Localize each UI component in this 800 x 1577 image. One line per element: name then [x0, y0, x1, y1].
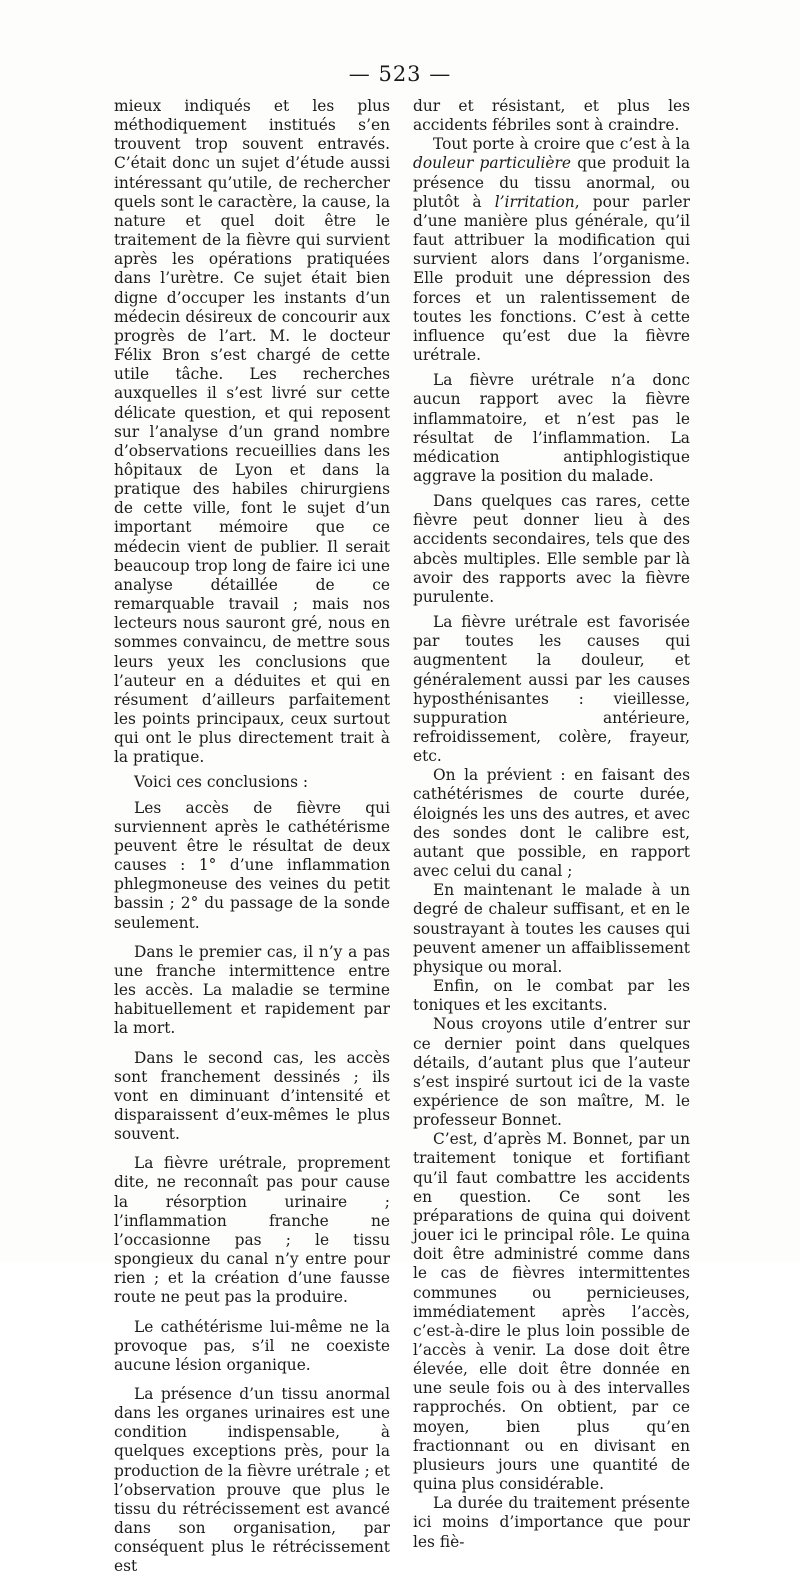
paragraph: La fièvre urétrale est favorisée par toutes les causes qui augmentent la douleur, et généralement aussi par les causes hyposthénisantes : vieillesse, suppuration antérieure, refroidissement, colère, frayeur, etc. [413, 613, 690, 766]
paragraph: La durée du traitement présente ici moins d’importance que pour les fiè- [413, 1494, 690, 1551]
paragraph: La présence d’un tissu anormal dans les organes urinaires est une condition indispensable, à quelques exceptions près, pour la production de la fièvre urétrale ; et l’observation prouve que plus le tissu du rétrécissement est avancé dans son organisation, par conséquent plus le rétrécissement est [114, 1385, 390, 1576]
paragraph: La fièvre urétrale n’a donc aucun rapport avec la fièvre inflammatoire, et n’est pas le résultat de l’inflammation. La médication antiphlogistique aggrave la position du malade. [413, 371, 690, 485]
paragraph: Le cathétérisme lui-même ne la provoque pas, s’il ne coexiste aucune lésion organique. [114, 1317, 390, 1374]
paragraph: Les accès de fièvre qui surviennent après le cathétérisme peuvent être le résultat de deux causes : 1° d’une inflammation phlegmoneuse des veines du petit bassin ; 2° du passage de la sonde seulement. [114, 798, 390, 932]
paragraph: La fièvre urétrale, proprement dite, ne reconnaît pas pour cause la résorption urinaire ; l’inflammation franche ne l’occasionne pas ; le tissu spongieux du canal n’y entre pour rien ; et la création d’une fausse route ne peut pas la produire. [114, 1154, 390, 1307]
left-column [114, 97, 390, 1577]
paragraph: Enfin, on le combat par les toniques et les excitants. [413, 977, 690, 1015]
page-number: — 523 — [348, 62, 452, 86]
paragraph: C’est, d’après M. Bonnet, par un traitement tonique et fortifiant qu’il faut combattre les accidents en question. Ce sont les préparations de quina qui doivent jouer ici le principal rôle. Le quina doit être administré comme dans le cas de fièvres intermittentes communes ou pernicieuses, immédiatement après l’accès, c’est-à-dire le plus loin possible de l’accès à venir. La dose doit être élevée, elle doit être donnée en une seule fois ou à des intervalles rapprochés. On obtient, par ce moyen, bien plus qu’en fractionnant ou en divisant en plusieurs jours une quantité de quina plus considérable. [413, 1130, 690, 1494]
italic-phrase: douleur particulière [413, 154, 571, 173]
text-run: que produit la présence du tissu anormal, ou plutôt à [413, 154, 690, 211]
paragraph: En maintenant le malade à un degré de chaleur suffisant, et en le soustrayant à toutes les causes qui peuvent amener un affaiblissement physique ou moral. [413, 881, 690, 976]
paragraph: mieux indiqués et les plus méthodiquement institués s’en trouvent trop souvent entravés. C’était donc un sujet d’étude aussi intéressant qu’utile, de rechercher quels sont le caractère, la cause, la nature et quel doit être le traitement de la fièvre qui survient après les opérations pratiquées dans l’urètre. Ce sujet était bien digne d’occuper les instants d’un médecin désireux de concourir aux progrès de l’art. M. le docteur Félix Bron s’est chargé de cette utile tâche. Les recherches auxquelles il s’est livré sur cette délicate question, et qui reposent sur l’analyse d’un grand nombre d’observations recueillies dans les hôpitaux de Lyon et dans la pratique des habiles chirurgiens de cette ville, font le sujet d’un important mémoire que ce médecin vient de publier. Il serait beaucoup trop long de faire ici une analyse détaillée de ce remarquable travail ; mais nos lecteurs nous sauront gré, nous en sommes convaincu, de mettre sous leurs yeux les conclusions que l’auteur en a déduites et qui en résument d’ailleurs parfaitement les points principaux, ceux surtout qui ont le plus directement trait à la pratique. [114, 97, 390, 767]
paragraph: Dans le premier cas, il n’y a pas une franche intermittence entre les accès. La maladie se termine habituellement et rapidement par la mort. [114, 942, 390, 1038]
paragraph: Dans quelques cas rares, cette fièvre peut donner lieu à des accidents secondaires, tels que des abcès multiples. Elle semble par là avoir des rapports avec la fièvre purulente. [413, 492, 690, 606]
paragraph: Dans le second cas, les accès sont franchement dessinés ; ils vont en diminuant d’intensité et disparaissent d’eux-mêmes le plus souvent. [114, 1048, 390, 1144]
text-run: , pour parler d’une manière plus générale, qu’il faut attribuer la modification qui survient alors dans l’organisme. Elle produit une dépression des forces et un ralentissement de toutes les fonctions. C’est à cette influence qu’est due la fièvre urétrale. [413, 192, 690, 365]
paragraph [413, 135, 690, 365]
paragraph: On la prévient : en faisant des cathétérismes de courte durée, éloignés les uns des autres, et avec des sondes dont le calibre est, autant que possible, en rapport avec celui du canal ; [413, 766, 690, 881]
paragraph: Voici ces conclusions : [134, 773, 309, 792]
paragraph: dur et résistant, et plus les accidents fébriles sont à craindre. [413, 97, 690, 135]
text-run: Tout porte à croire que c’est à la [433, 135, 690, 154]
paragraph: Nous croyons utile d’entrer sur ce dernier point dans quelques détails, d’autant plus que l’auteur s’est inspiré surtout ici de la vaste expérience de son maître, M. le professeur Bonnet. [413, 1015, 690, 1130]
italic-phrase: l’irritation [494, 192, 575, 211]
right-column [413, 97, 690, 1552]
